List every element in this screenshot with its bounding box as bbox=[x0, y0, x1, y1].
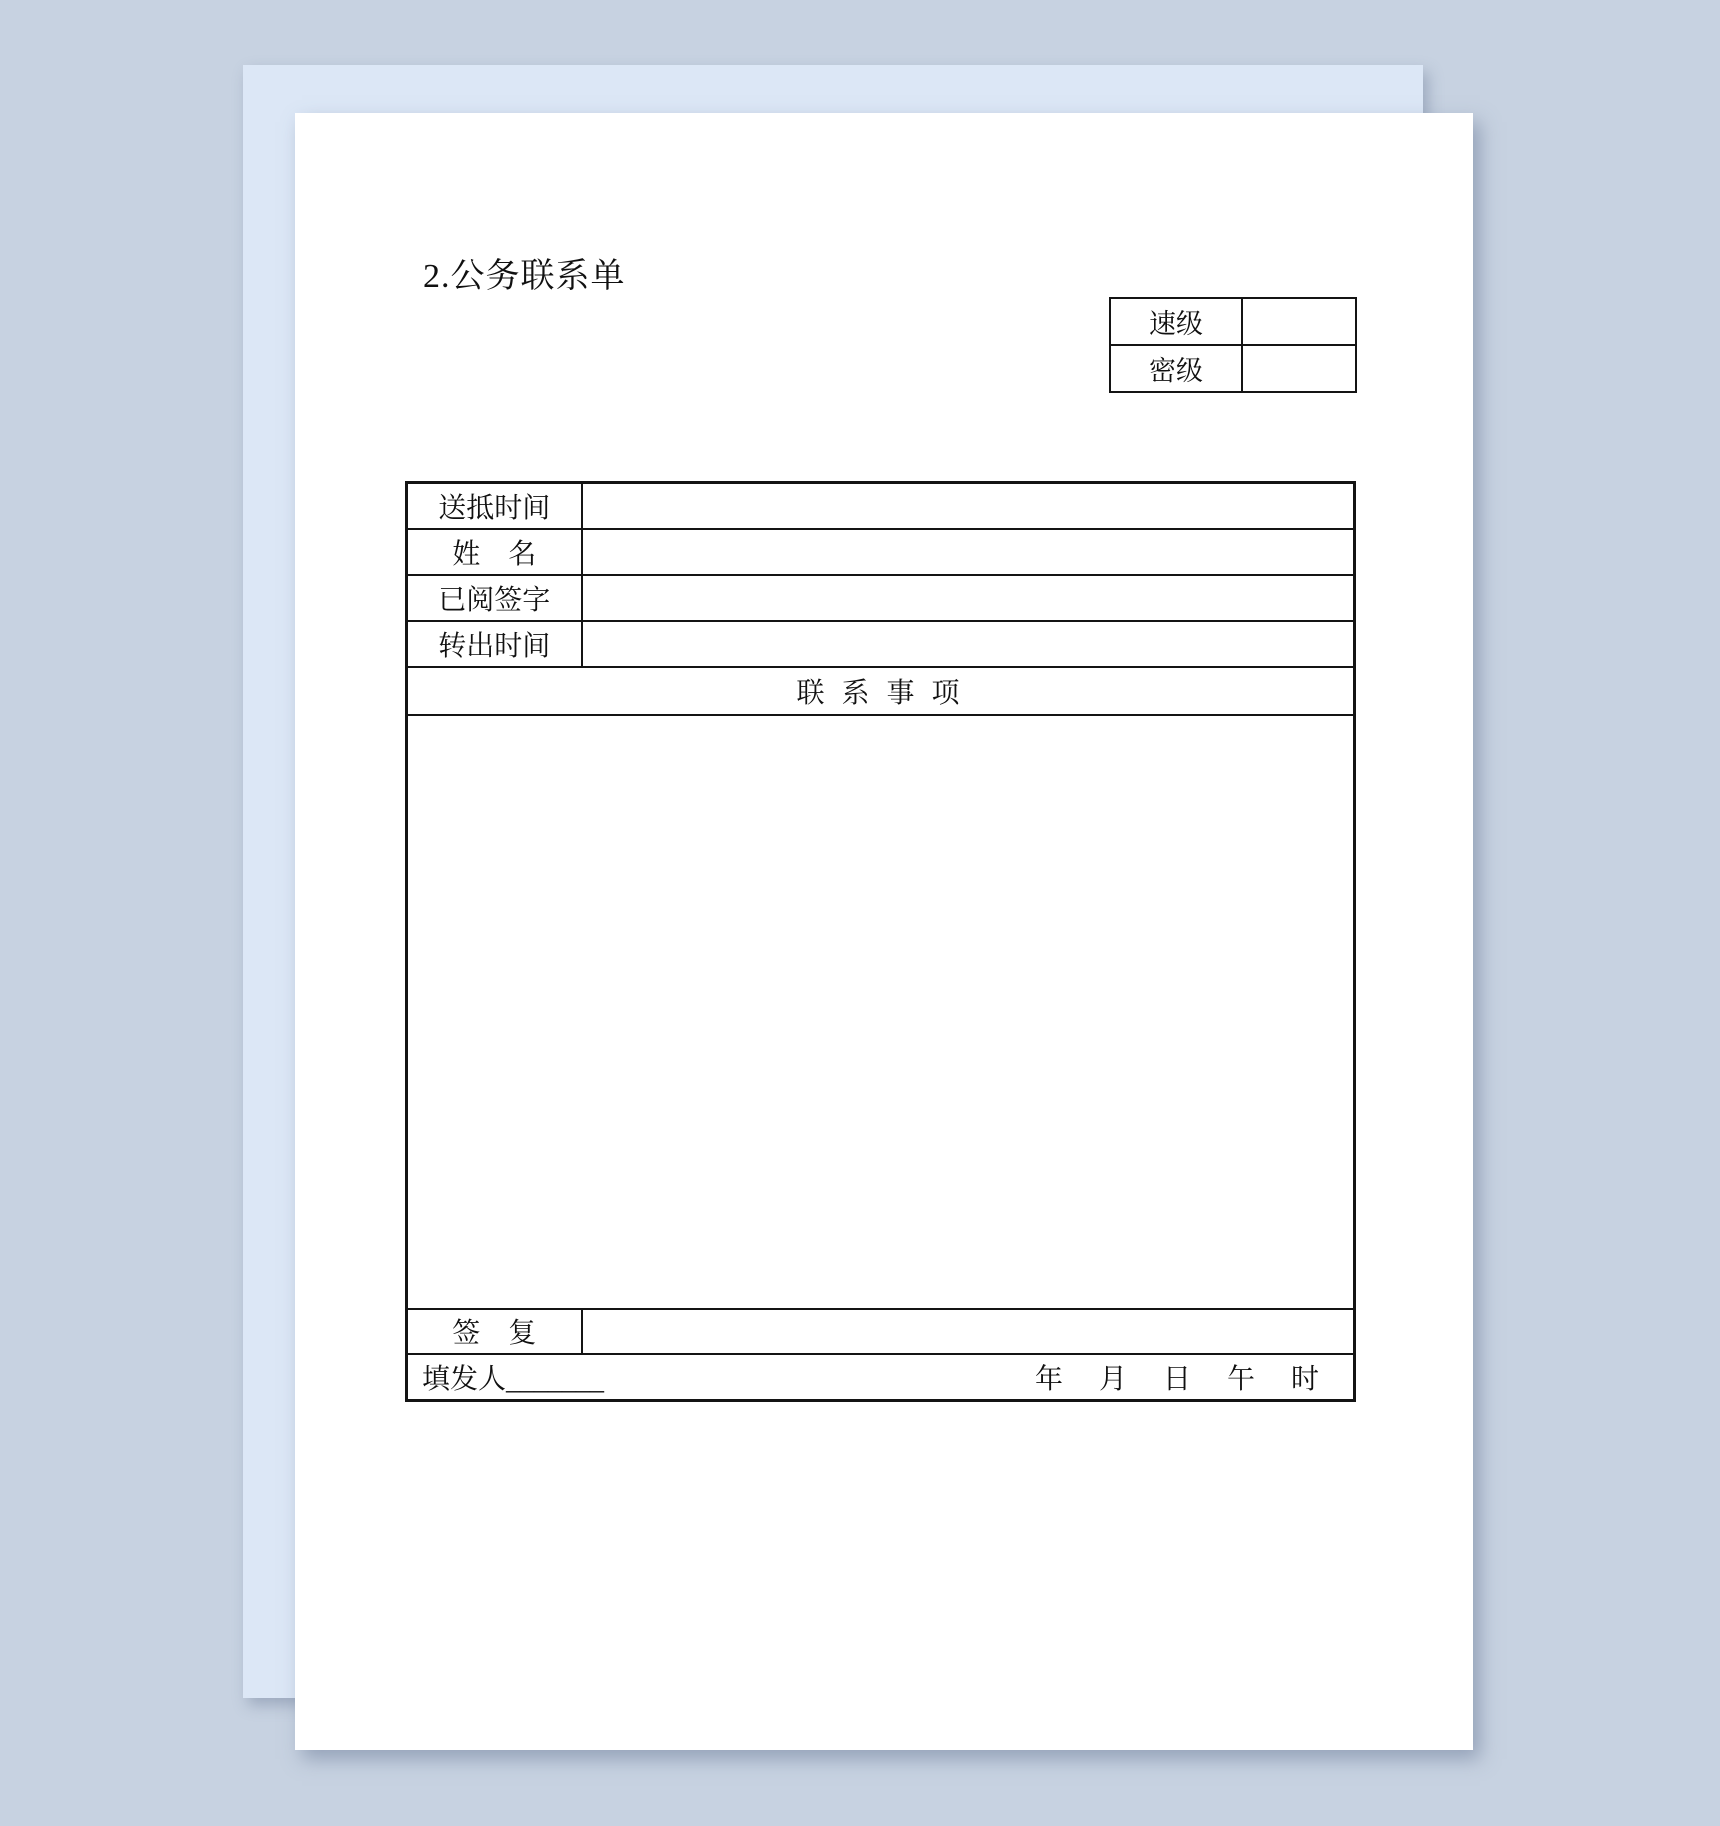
urgency-level-label: 速级 bbox=[1110, 298, 1242, 345]
name-label: 姓 名 bbox=[407, 529, 582, 575]
delivery-time-field[interactable] bbox=[582, 483, 1355, 529]
priority-table bbox=[1109, 297, 1357, 393]
table-row bbox=[407, 715, 1355, 1309]
delivery-time-label: 送抵时间 bbox=[407, 483, 582, 529]
read-signature-label: 已阅签字 bbox=[407, 575, 582, 621]
table-row bbox=[1110, 298, 1356, 345]
footer-content bbox=[408, 1357, 1353, 1397]
contact-form-table bbox=[405, 481, 1356, 1402]
table-row bbox=[407, 667, 1355, 715]
table-row bbox=[407, 1309, 1355, 1354]
table-row bbox=[407, 621, 1355, 667]
table-row bbox=[407, 483, 1355, 529]
issuer-blank-line[interactable]: _______ bbox=[506, 1364, 605, 1396]
reply-label: 签 复 bbox=[407, 1309, 582, 1354]
document-page bbox=[295, 113, 1473, 1750]
reply-field[interactable] bbox=[582, 1309, 1355, 1354]
secrecy-level-label: 密级 bbox=[1110, 345, 1242, 392]
issuer-label: 填发人 bbox=[422, 1363, 507, 1395]
transfer-time-field[interactable] bbox=[582, 621, 1355, 667]
table-row bbox=[1110, 345, 1356, 392]
footer-row bbox=[407, 1354, 1355, 1401]
date-fields: 年 月 日 午 时 bbox=[1034, 1363, 1323, 1395]
page-title: 2.公务联系单 bbox=[423, 258, 626, 295]
read-signature-field[interactable] bbox=[582, 575, 1355, 621]
secrecy-level-field[interactable] bbox=[1242, 345, 1356, 392]
issuer-group bbox=[422, 1357, 604, 1397]
urgency-level-field[interactable] bbox=[1242, 298, 1356, 345]
contact-matters-header: 联 系 事 项 bbox=[407, 667, 1355, 715]
name-field[interactable] bbox=[582, 529, 1355, 575]
table-row bbox=[407, 1354, 1355, 1401]
transfer-time-label: 转出时间 bbox=[407, 621, 582, 667]
table-row bbox=[407, 529, 1355, 575]
table-row bbox=[407, 575, 1355, 621]
contact-matters-field[interactable] bbox=[407, 715, 1355, 1309]
